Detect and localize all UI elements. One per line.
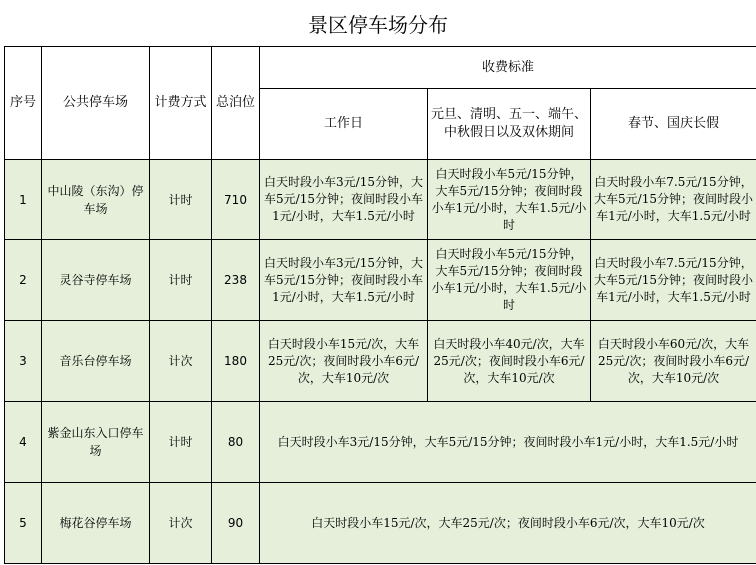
table-row <box>5 402 756 483</box>
cell-lot: 中山陵（东沟）停车场 <box>42 160 150 240</box>
cell-billing: 计次 <box>150 483 212 564</box>
cell-long-holiday-fee: 白天时段小车7.5元/15分钟，大车5元/15分钟；夜间时段小车1元/小时，大车1.5元/小时 <box>591 240 756 321</box>
cell-lot: 紫金山东入口停车场 <box>42 402 150 483</box>
cell-billing: 计时 <box>150 402 212 483</box>
sheet-title: 景区停车场分布 <box>308 12 448 37</box>
cell-lot: 梅花谷停车场 <box>42 483 150 564</box>
table-row <box>5 240 756 321</box>
header-fee-group: 收费标准 <box>260 47 756 89</box>
cell-billing: 计时 <box>150 160 212 240</box>
cell-spaces: 180 <box>212 321 260 402</box>
header-holidays: 元旦、清明、五一、端午、中秋假日以及双休期间 <box>428 89 591 160</box>
table-row <box>5 483 756 564</box>
cell-holiday-fee: 白天时段小车40元/次，大车25元/次；夜间时段小车6元/次，大车10元/次 <box>428 321 591 402</box>
header-spaces: 总泊位 <box>212 47 260 160</box>
parking-table <box>4 46 756 564</box>
cell-lot: 灵谷寺停车场 <box>42 240 150 321</box>
cell-workday-fee: 白天时段小车15元/次，大车25元/次；夜间时段小车6元/次，大车10元/次 <box>260 321 428 402</box>
cell-holiday-fee: 白天时段小车5元/15分钟，大车5元/15分钟；夜间时段小车1元/小时，大车1.5元/小时 <box>428 160 591 240</box>
table-row <box>5 160 756 240</box>
cell-billing: 计次 <box>150 321 212 402</box>
header-long-holidays: 春节、国庆长假 <box>591 89 756 160</box>
cell-long-holiday-fee: 白天时段小车7.5元/15分钟，大车5元/15分钟；夜间时段小车1元/小时，大车1.5元/小时 <box>591 160 756 240</box>
cell-spaces: 80 <box>212 402 260 483</box>
cell-long-holiday-fee: 白天时段小车60元/次，大车25元/次；夜间时段小车6元/次，大车10元/次 <box>591 321 756 402</box>
cell-billing: 计时 <box>150 240 212 321</box>
cell-all-fee: 白天时段小车15元/次，大车25元/次；夜间时段小车6元/次，大车10元/次 <box>260 483 756 564</box>
header-billing: 计费方式 <box>150 47 212 160</box>
cell-index: 3 <box>5 321 42 402</box>
table-row <box>5 321 756 402</box>
cell-holiday-fee: 白天时段小车5元/15分钟，大车5元/15分钟；夜间时段小车1元/小时，大车1.5元/小时 <box>428 240 591 321</box>
cell-spaces: 90 <box>212 483 260 564</box>
cell-spaces: 710 <box>212 160 260 240</box>
cell-all-fee: 白天时段小车3元/15分钟，大车5元/15分钟；夜间时段小车1元/小时，大车1.5元/小时 <box>260 402 756 483</box>
header-lot: 公共停车场 <box>42 47 150 160</box>
cell-index: 5 <box>5 483 42 564</box>
cell-index: 1 <box>5 160 42 240</box>
cell-workday-fee: 白天时段小车3元/15分钟，大车5元/15分钟；夜间时段小车1元/小时，大车1.5元/小时 <box>260 240 428 321</box>
cell-index: 2 <box>5 240 42 321</box>
cell-spaces: 238 <box>212 240 260 321</box>
header-workday: 工作日 <box>260 89 428 160</box>
header-index: 序号 <box>5 47 42 160</box>
cell-workday-fee: 白天时段小车3元/15分钟，大车5元/15分钟；夜间时段小车1元/小时，大车1.5元/小时 <box>260 160 428 240</box>
cell-index: 4 <box>5 402 42 483</box>
cell-lot: 音乐台停车场 <box>42 321 150 402</box>
